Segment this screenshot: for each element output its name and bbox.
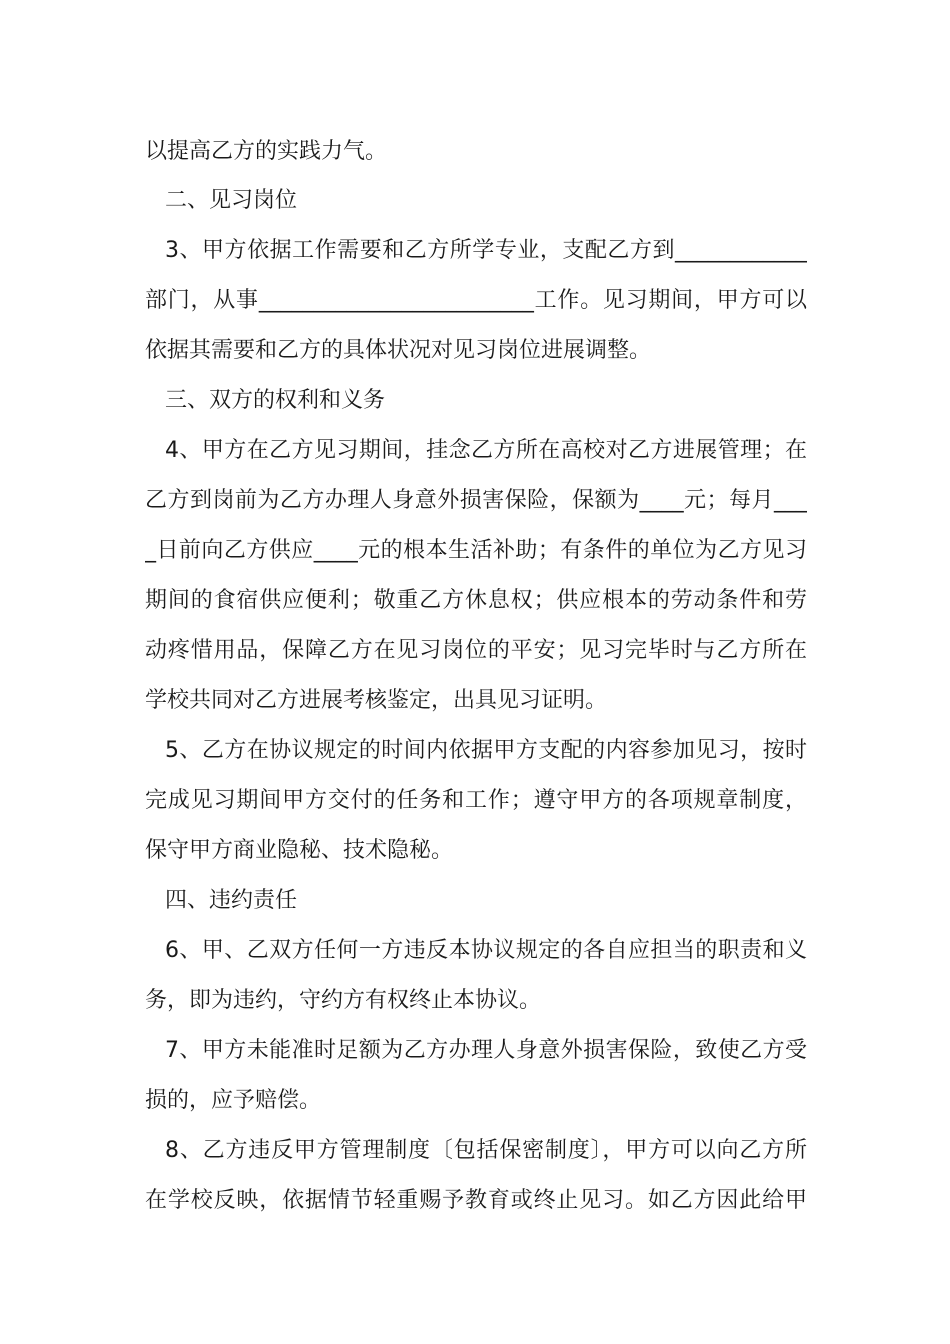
text-line: 学校共同对乙方进展考核鉴定，出具见习证明。 xyxy=(145,688,608,713)
text-line: 6、甲、乙双方任何一方违反本协议规定的各自应担当的职责和义 xyxy=(165,938,807,963)
section-heading: 三、双方的权利和义务 xyxy=(165,388,386,413)
text-line: 依据其需要和乙方的具体状况对见习岗位进展调整。 xyxy=(145,338,652,363)
text-line: 损的，应予赔偿。 xyxy=(145,1088,322,1113)
section-heading: 四、违约责任 xyxy=(165,888,298,913)
text-line: 3、甲方依据工作需要和乙方所学专业，支配乙方到____________ xyxy=(165,238,807,263)
section-heading: 二、见习岗位 xyxy=(165,188,298,213)
text-line: 部门，从事_________________________工作。见习期间，甲方可以 xyxy=(145,288,807,313)
text-line: 乙方到岗前为乙方办理人身意外损害保险，保额为____元；每月___ xyxy=(145,488,807,513)
text-line: 在学校反映，依据情节轻重赐予教育或终止见习。如乙方因此给甲 xyxy=(145,1188,807,1213)
text-line: 8、乙方违反甲方管理制度〔包括保密制度〕，甲方可以向乙方所 xyxy=(165,1138,807,1163)
text-line: 完成见习期间甲方交付的任务和工作；遵守甲方的各项规章制度， xyxy=(145,788,807,813)
text-line: 4、甲方在乙方见习期间，挂念乙方所在高校对乙方进展管理；在 xyxy=(165,438,807,463)
text-line: 以提高乙方的实践力气。 xyxy=(145,139,388,164)
text-line: 务，即为违约，守约方有权终止本协议。 xyxy=(145,988,542,1013)
text-line: _日前向乙方供应____元的根本生活补助；有条件的单位为乙方见习 xyxy=(145,538,807,563)
text-line: 动疼惜用品，保障乙方在见习岗位的平安；见习完毕时与乙方所在 xyxy=(145,638,807,663)
text-line: 保守甲方商业隐秘、技术隐秘。 xyxy=(145,838,454,863)
text-line: 7、甲方未能准时足额为乙方办理人身意外损害保险，致使乙方受 xyxy=(165,1038,807,1063)
text-line: 5、乙方在协议规定的时间内依据甲方支配的内容参加见习，按时 xyxy=(165,738,807,763)
text-line: 期间的食宿供应便利；敬重乙方休息权；供应根本的劳动条件和劳 xyxy=(145,588,807,613)
